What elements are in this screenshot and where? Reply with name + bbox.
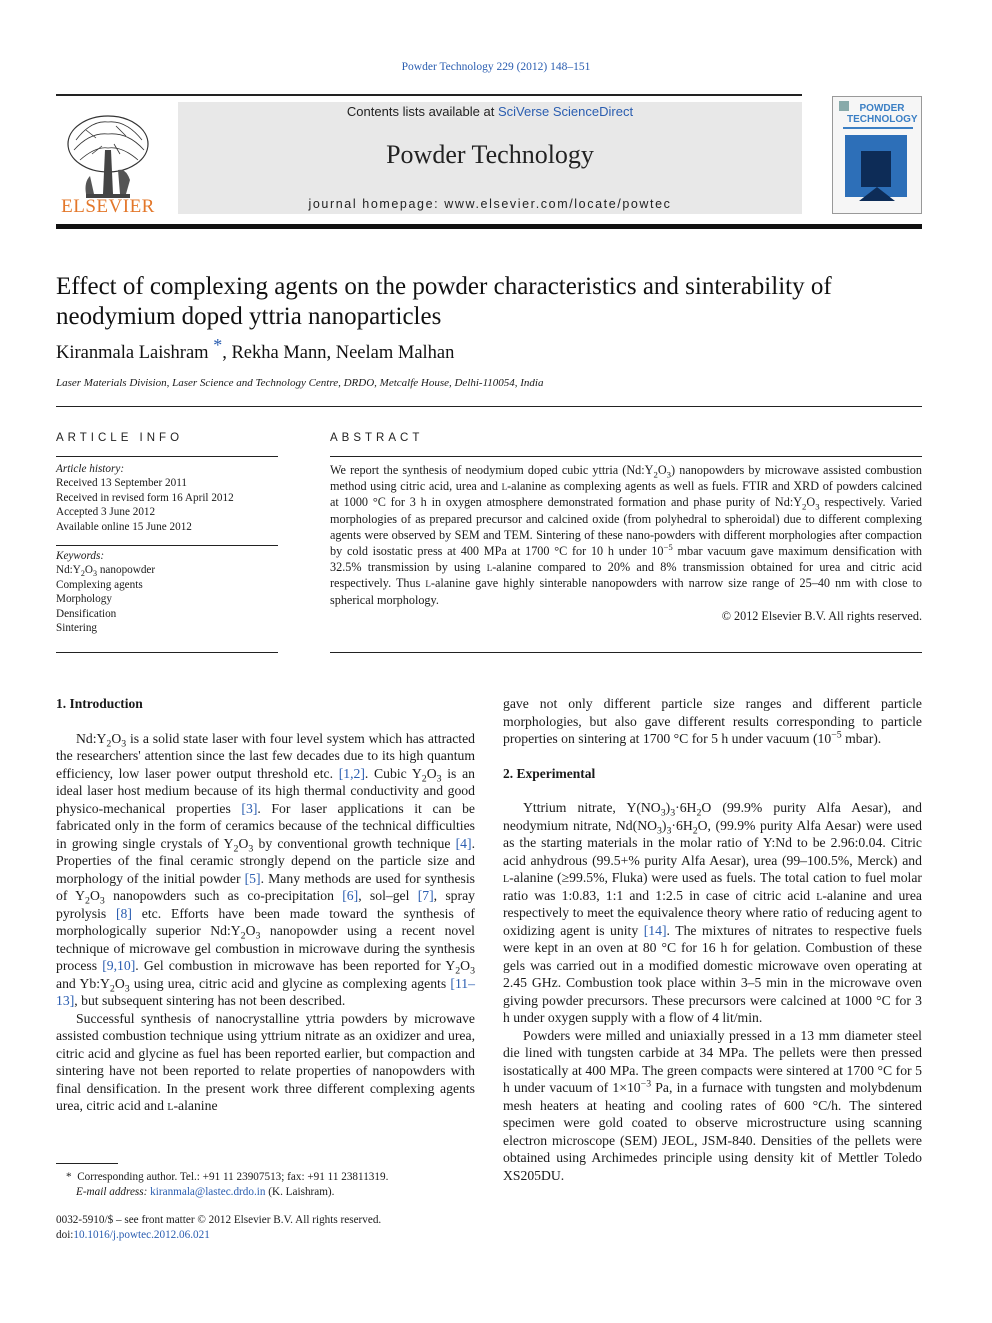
ref-6[interactable]: [6] bbox=[342, 888, 359, 903]
info-end-rule bbox=[56, 652, 278, 653]
doi-label: doi: bbox=[56, 1229, 74, 1241]
other-authors: , Rekha Mann, Neelam Malhan bbox=[222, 343, 455, 363]
journal-citation[interactable]: Powder Technology 229 (2012) 148–151 bbox=[401, 61, 591, 73]
cover-graphic-inner bbox=[861, 151, 891, 187]
article-title-line-1: Effect of complexing agents on the powder characteristics and sinterability of bbox=[56, 273, 832, 300]
abstract-copyright: © 2012 Elsevier B.V. All rights reserved. bbox=[721, 608, 922, 623]
intro-paragraph-1: $Nd:Y_2O_3$ is a solid state laser with four level system which has attracted the researchers' attention since the last few decades due to its high quantum efficiency, low laser power output threshold etc. [1,2]. Cubic $Y_2O_3$ is an ideal laser host medium because of its high thermal conductivity and good physico-mechanical properties [3]. For laser applications it can be fabricated only in the form of ceramics because of the technical difficulties in growing single crystals of $Y_2O_3$ by conventional growth technique [4]. Properties of the final ceramic strongly depend on the particle size and morphology of the initial powder [5]. Many methods are used for synthesis of $Y_2O_3$ nanopowders such as co-precipitation [6], sol–gel [7], spray pyrolysis [8] etc. Efforts have been made toward the synthesis of morphologically superior $Nd:Y_2O_3$ nanopowder using a recent novel technique of microwave gel combustion in microwave during the synthesis process [9,10]. Gel combustion in microwave has been reported for $Y_2O_3$ and $Yb:Y_2O_3$ using urea, citric acid and glycine as complexing agents [11–13], but subsequent sintering has not been described. bbox=[56, 730, 476, 1008]
keyword-5: Sintering bbox=[56, 622, 98, 635]
author-email-link[interactable]: kiranmala@lastec.drdo.in bbox=[150, 1186, 266, 1198]
history-received: Received 13 September 2011 bbox=[56, 477, 187, 490]
header-top-rule bbox=[56, 94, 802, 96]
ref-11-13[interactable]: [11–13] bbox=[56, 975, 475, 1008]
header-bottom-rule bbox=[56, 224, 922, 229]
footnote-star: * bbox=[66, 1171, 78, 1183]
journal-cover-image bbox=[832, 96, 922, 214]
ref-14[interactable]: [14] bbox=[643, 922, 667, 938]
ref-9-10[interactable]: [9,10] bbox=[102, 958, 136, 973]
journal-title: Powder Technology bbox=[386, 140, 594, 169]
experimental-heading: 2. Experimental bbox=[503, 765, 596, 781]
corresponding-author-mark[interactable]: * bbox=[213, 334, 223, 355]
journal-homepage[interactable]: journal homepage: www.elsevier.com/locate/powtec bbox=[308, 197, 672, 211]
keyword-2: Complexing agents bbox=[56, 578, 143, 591]
email-line bbox=[56, 1185, 475, 1200]
doi-link[interactable]: 10.1016/j.powtec.2012.06.021 bbox=[73, 1229, 210, 1241]
ref-5[interactable]: [5] bbox=[244, 870, 261, 886]
intro-heading: 1. Introduction bbox=[56, 696, 143, 711]
history-revised: Received in revised form 16 April 2012 bbox=[56, 491, 234, 504]
history-label: Article history: bbox=[56, 463, 125, 475]
intro-paragraph-2-continued: gave not only different particle size ranges and different particle morphologies, but also gave different results corresponding to particle properties on sintering at 1700 °C for 5 h under vacuum ($10^{-5}$ mbar). bbox=[503, 696, 922, 746]
abstract-heading: ABSTRACT bbox=[330, 432, 424, 444]
keywords-rule bbox=[56, 545, 278, 546]
cover-rule bbox=[843, 127, 913, 129]
ref-8[interactable]: [8] bbox=[116, 905, 132, 921]
keyword-3: Morphology bbox=[56, 593, 112, 606]
keyword-4: Densification bbox=[56, 607, 117, 620]
affiliation: Laser Materials Division, Laser Science and Technology Centre, DRDO, Metcalfe House, Delhi-110054, India bbox=[56, 377, 544, 389]
history-online: Available online 15 June 2012 bbox=[56, 520, 192, 533]
ref-7[interactable]: [7] bbox=[417, 888, 434, 903]
ref-1-2[interactable]: [1,2] bbox=[338, 765, 365, 781]
cover-title: POWDER TECHNOLOGY bbox=[847, 103, 918, 125]
footnote-rule bbox=[56, 1163, 118, 1164]
footnote bbox=[56, 1170, 475, 1200]
issn-line: 0032-5910/$ – see front matter © 2012 Elsevier B.V. All rights reserved. bbox=[56, 1214, 382, 1226]
elsevier-logo-text: ELSEVIER bbox=[61, 196, 155, 217]
sciencedirect-link[interactable]: SciVerse ScienceDirect bbox=[497, 104, 634, 119]
cover-arrow-icon bbox=[859, 187, 895, 201]
footnote-corr-text: Corresponding author. Tel.: +91 11 23907513; fax: +91 11 23811319. bbox=[77, 1171, 389, 1183]
email-suffix: (K. Laishram). bbox=[265, 1186, 335, 1198]
intro-paragraph-2: Successful synthesis of nanocrystalline yttria powders by microwave assisted combustion technique using yttrium nitrate as an oxidizer and urea, citric acid and glycine as fuel has been reported earlier, but compaction and sintering have not been reported to relate properties of nanopowders with final densification. In the present work three different complexing agents urea, citric acid and l-alanine bbox=[56, 1010, 475, 1113]
article-info-rule bbox=[56, 456, 278, 457]
keywords-label: Keywords: bbox=[56, 550, 105, 562]
left-column bbox=[56, 695, 475, 1115]
corresponding-author-note bbox=[56, 1170, 475, 1185]
abstract-end-rule bbox=[330, 652, 922, 653]
keyword-1: $Nd:Y_2O_3$ nanopowder bbox=[56, 564, 156, 579]
contents-line bbox=[178, 104, 802, 119]
abstract-body bbox=[330, 462, 922, 624]
author-1: Kiranmala Laishram bbox=[56, 343, 209, 363]
history-accepted: Accepted 3 June 2012 bbox=[56, 506, 156, 519]
article-title-line-2: neodymium doped yttria nanoparticles bbox=[56, 303, 442, 330]
article-title bbox=[56, 272, 922, 332]
contents-prefix: Contents lists available at bbox=[346, 104, 498, 119]
title-rule bbox=[56, 406, 922, 407]
article-info-heading: ARTICLE INFO bbox=[56, 432, 184, 444]
author-list bbox=[56, 334, 922, 364]
keywords bbox=[56, 549, 278, 635]
abstract-text: We report the synthesis of neodymium doped cubic yttria $(Nd:Y_2O_3)$ nanopowders by microwave assisted combustion method using citric acid, urea and l-alanine as complexing agents as well as fuels. FTIR and XRD of powders calcined at 1000 °C for 3 h in oxygen atmosphere demonstrated formation and phase purity of $Nd:Y_2O_3$ respectively. Varied morphologies of as prepared precursor and calcined oxide (from polyhedral to spheroidal) due to different complexing agents were observed by SEM and TEM. Sintering of these nano-powders with different morphologies after compaction by cold isostatic press at 400 MPa at 1700 °C for 10 h under $10^{-5}$ mbar vacuum gave maximum densification with 32.5% transmission by using l-alanine compared to 20% and 8% transmission obtained for urea and citric acid respectively. Thus l-alanine gave highly sinterable nanopowders with narrow size range of 25–40 nm with close to spherical morphology. bbox=[330, 463, 922, 607]
exp-paragraph-1: Yttrium nitrate, $Y(NO_3)_3\cdot 6H_2O$ (99.9% purity Alfa Aesar), and neodymium nitrate, $Nd(NO_3)_3\cdot 6H_2O$, (99.9% purity Alfa Aesar) were used as the starting materials in the molar ratio of Y:Nd to be 2.96:0.04. Citric acid anhydrous (99.5+% purity Alfa Aesar), urea (99–100.5%, Merck) and l-alanine (≥99.5%, Fluka) were used as fuels. The total cation to fuel molar ratio was 1:0.83, 1:1 and 1:2.5 in case of citric acid l-alanine and urea respectively to meet the equivalence theory where ratio of reducing agent to oxidizing agent is unity [14]. The mixtures of nitrates to respective fuels were kept in an oven at 80 °C for 16 h for gelation. Combustion of these gels was carried out in a modified domestic microwave oven operating at 2.45 GHz. Combustion took place within 3–5 min in the microwave oven giving powder precursors. These precursors were calcined at 1000 °C for 3 h under oxygen supply with a flow of 4 lit/min. bbox=[503, 800, 922, 1025]
email-label: E-mail address: bbox=[76, 1186, 151, 1198]
front-matter bbox=[56, 1213, 475, 1243]
exp-paragraph-2: Powders were milled and uniaxially pressed in a 13 mm diameter steel die lined with tungsten carbide at 34 MPa. The pellets were then pressed isostatically at 400 MPa. The green compacts were sintered at 1700 °C for 5 h under vacuum of $1\times 10^{-3}$ Pa, in a furnace with tungsten and molybdenum mesh heaters at heating and cooling rates of 600 °C/h. The sintered specimen were gold coated to observe microstructure using scanning electron microscope (SEM) JEOL, JSM-840. Densities of the pellets were obtained using Archimedes principle using density kit of Mettler Toledo XS205DU. bbox=[503, 1027, 922, 1183]
abstract-rule bbox=[330, 456, 922, 457]
doi-line bbox=[56, 1228, 475, 1243]
ref-4[interactable]: [4] bbox=[455, 835, 472, 851]
article-history bbox=[56, 462, 278, 534]
right-column bbox=[503, 695, 922, 1184]
ref-3[interactable]: [3] bbox=[241, 800, 258, 816]
